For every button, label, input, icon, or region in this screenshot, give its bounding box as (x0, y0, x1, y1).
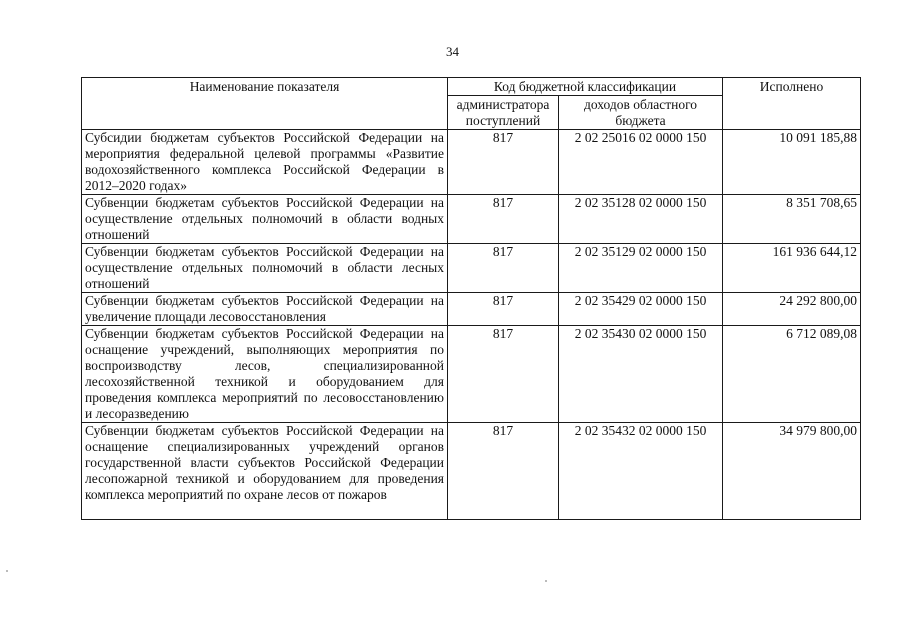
row-income-code: 2 02 35429 02 0000 150 (559, 293, 723, 326)
header-admin: администратора поступлений (448, 96, 559, 130)
row-income-code: 2 02 35432 02 0000 150 (559, 423, 723, 520)
row-amount: 34 979 800,00 (723, 423, 861, 520)
row-income-code: 2 02 35430 02 0000 150 (559, 326, 723, 423)
row-admin-code: 817 (448, 423, 559, 520)
row-amount: 6 712 089,08 (723, 326, 861, 423)
row-name: Субвенции бюджетам субъектов Российской Федерации на осуществление отдельных полномочий в области водных отношений (82, 195, 448, 244)
row-name: Субвенции бюджетам субъектов Российской Федерации на увеличение площади лесовосстановления (82, 293, 448, 326)
row-admin-code: 817 (448, 326, 559, 423)
row-admin-code: 817 (448, 195, 559, 244)
row-amount: 10 091 185,88 (723, 130, 861, 195)
row-name: Субсидии бюджетам субъектов Российской Федерации на мероприятия федеральной целевой программы «Развитие водохозяйственного комплекса Российской Федерации в 2012–2020 годах» (82, 130, 448, 195)
table-row (82, 293, 861, 326)
budget-table (81, 77, 861, 520)
row-admin-code: 817 (448, 130, 559, 195)
row-amount: 24 292 800,00 (723, 293, 861, 326)
row-income-code: 2 02 35129 02 0000 150 (559, 244, 723, 293)
header-row-top (82, 78, 861, 96)
table-row (82, 326, 861, 423)
table-row (82, 244, 861, 293)
header-code-group: Код бюджетной классификации (448, 78, 723, 96)
table-row (82, 423, 861, 520)
table-row (82, 195, 861, 244)
page-number: 34 (446, 44, 459, 59)
scan-speck (545, 580, 547, 582)
row-income-code: 2 02 35128 02 0000 150 (559, 195, 723, 244)
header-name: Наименование показателя (82, 78, 448, 130)
row-name: Субвенции бюджетам субъектов Российской Федерации на осуществление отдельных полномочий в области лесных отношений (82, 244, 448, 293)
row-amount: 161 936 644,12 (723, 244, 861, 293)
row-name: Субвенции бюджетам субъектов Российской Федерации на оснащение учреждений, выполняющих мероприятия по воспроизводству лесов, специализированной лесохозяйственной техникой и оборудованием для проведения комплекса мероприятий по лесовосстановлению и лесоразведению (82, 326, 448, 423)
header-income: доходов областного бюджета (559, 96, 723, 130)
row-income-code: 2 02 25016 02 0000 150 (559, 130, 723, 195)
row-admin-code: 817 (448, 293, 559, 326)
table-row (82, 130, 861, 195)
header-executed: Исполнено (723, 78, 861, 130)
row-admin-code: 817 (448, 244, 559, 293)
row-amount: 8 351 708,65 (723, 195, 861, 244)
scan-speck (6, 570, 8, 572)
row-name: Субвенции бюджетам субъектов Российской Федерации на оснащение специализированных учреждений органов государственной власти субъектов Российской Федерации лесопожарной техникой и оборудованием для проведения комплекса мероприятий по охране лесов от пожаров (82, 423, 448, 520)
